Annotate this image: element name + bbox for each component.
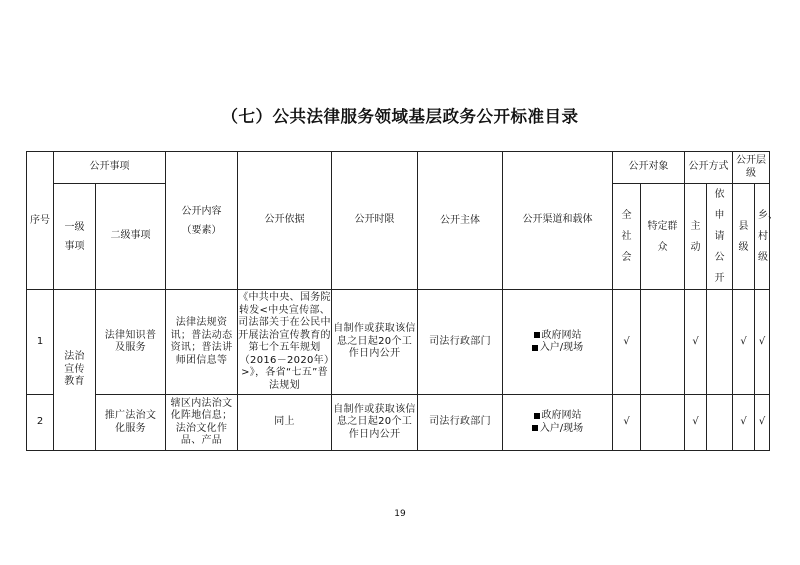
check-level-township: √ <box>755 290 770 395</box>
document-title: （七）公共法律服务领域基层政务公开标准目录 <box>221 107 579 126</box>
header-basis: 公开依据 <box>238 152 332 290</box>
row-basis: 同上 <box>238 395 332 451</box>
header-target: 公开对象 <box>613 152 685 184</box>
row-content: 辖区内法治文化阵地信息；法治文化作品、产品 <box>166 395 238 451</box>
check-level-county: √ <box>733 290 755 395</box>
row-seq: 1 <box>27 290 54 395</box>
page-number: 19 <box>394 509 406 519</box>
table-row <box>27 290 770 395</box>
check-target-specific <box>641 290 685 395</box>
header-level: 公开层级 <box>733 152 770 184</box>
header-public-items: 公开事项 <box>54 152 166 184</box>
check-target-specific <box>641 395 685 451</box>
header-level-county: 县级 <box>733 184 755 290</box>
header-content: 公开内容（要素） <box>166 152 238 290</box>
square-bullet-icon <box>532 425 538 431</box>
header-row-1 <box>27 152 770 184</box>
row-subject: 司法行政部门 <box>418 395 503 451</box>
row-content: 法律法规资讯；普法动态资讯；普法讲师团信息等 <box>166 290 238 395</box>
check-target-all: √ <box>613 290 641 395</box>
square-bullet-icon <box>534 332 540 338</box>
channel-item: 入户/现场 <box>503 342 612 355</box>
public-catalog-table <box>26 151 778 451</box>
channel-item: 政府网站 <box>503 330 612 343</box>
header-level1: 一级事项 <box>54 184 96 290</box>
header-target-specific: 特定群众 <box>641 184 685 290</box>
row-time-limit: 自制作或获取该信息之日起20个工作日内公开 <box>332 290 418 395</box>
row-seq: 2 <box>27 395 54 451</box>
row-channels <box>503 395 613 451</box>
check-level-township: √ <box>755 395 770 451</box>
level1-item-cell: 法治宣传教育 <box>54 290 96 451</box>
row-channels <box>503 290 613 395</box>
row-level2: 法律知识普及服务 <box>96 290 166 395</box>
row-level2: 推广法治文化服务 <box>96 395 166 451</box>
header-channel: 公开渠道和载体 <box>503 152 613 290</box>
header-target-all: 全社会 <box>613 184 641 290</box>
row-basis: 《中共中央、国务院转发<中央宣传部、司法部关于在公民中开展法治宣传教育的第七个五年规划（2016－2020年）>》，各省“七五”普法规划 <box>238 290 332 395</box>
row-subject: 司法行政部门 <box>418 290 503 395</box>
header-seq: 序号 <box>27 152 54 290</box>
table-row <box>27 395 770 451</box>
header-level2: 二级事项 <box>96 184 166 290</box>
header-subject: 公开主体 <box>418 152 503 290</box>
square-bullet-icon <box>532 345 538 351</box>
check-level-county: √ <box>733 395 755 451</box>
channel-item: 政府网站 <box>503 410 612 423</box>
header-method-request: 依申请公开 <box>707 184 733 290</box>
check-method-request <box>707 290 733 395</box>
header-method: 公开方式 <box>685 152 733 184</box>
header-level-township: 乡、村级 <box>755 184 770 290</box>
header-time-limit: 公开时限 <box>332 152 418 290</box>
square-bullet-icon <box>534 413 540 419</box>
channel-item: 入户/现场 <box>503 423 612 436</box>
check-method-active: √ <box>685 290 707 395</box>
header-method-active: 主动 <box>685 184 707 290</box>
check-method-request <box>707 395 733 451</box>
row-time-limit: 自制作或获取该信息之日起20个工作日内公开 <box>332 395 418 451</box>
check-target-all: √ <box>613 395 641 451</box>
check-method-active: √ <box>685 395 707 451</box>
